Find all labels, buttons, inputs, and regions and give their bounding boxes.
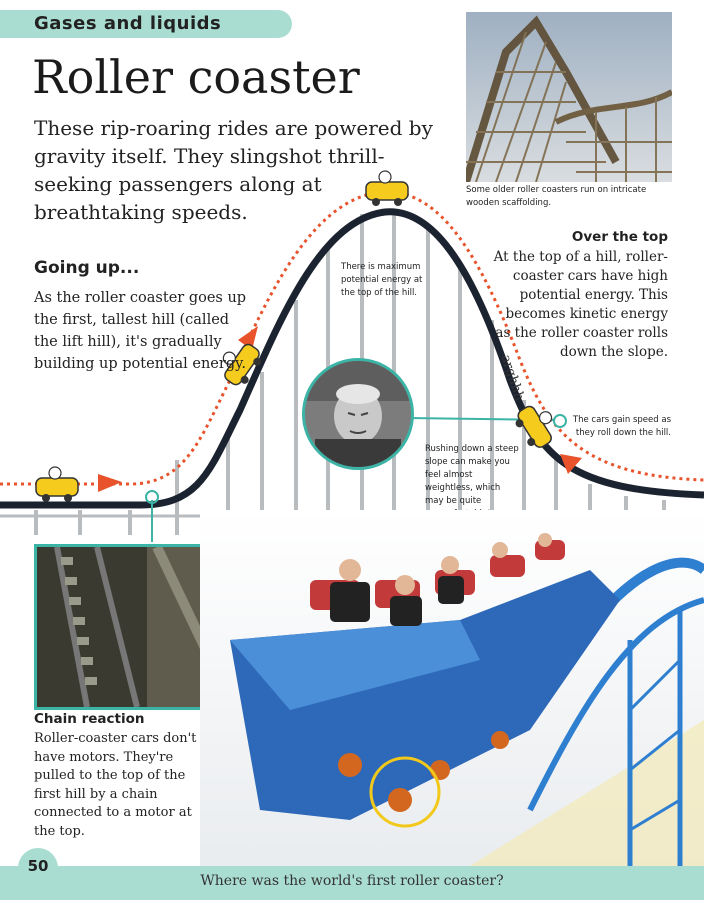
chain-reaction-text: Roller-coaster cars don't have motors. They're pulled to the top of the first hill by a chain connected to a motor at the top.: [34, 731, 197, 839]
caption-speed: The cars gain speed as they roll down the hill.: [572, 415, 671, 438]
rider-face-photo: [302, 358, 414, 470]
page-title: Roller coaster: [32, 50, 360, 104]
section-label: Gases and liquids: [34, 13, 222, 34]
chain-reaction-heading: Chain reaction: [34, 711, 145, 727]
page-number: 50: [27, 857, 49, 875]
direction-arrow-icon: [98, 474, 122, 492]
wooden-coaster-photo: [466, 12, 672, 182]
caption-rushing: Rushing down a steep slope can make you feel almost weightless, which may be quite: [425, 444, 519, 506]
caption-wooden: Some older roller coasters run on intricate wooden scaffolding.: [466, 185, 647, 208]
going-up-heading: Going up...: [34, 258, 140, 278]
scream-text: arghhh: [497, 353, 527, 403]
intro-text: These rip-roaring rides are powered by gravity itself. They slingshot thrill-seeking passengers along at breathtaking speeds.: [34, 116, 433, 224]
coaster-riders-photo: [200, 510, 704, 872]
footer-question: Where was the world's first roller coaster?: [200, 873, 504, 889]
over-the-top-text: At the top of a hill, roller-coaster cars have high potential energy. This becomes kinetic energy as the roller coaster rolls down the slope.: [493, 249, 668, 360]
chain-photo: [34, 544, 217, 710]
going-up-text: As the roller coaster goes up the first, tallest hill (called the lift hill), it's gradually building up potential energy.: [34, 290, 247, 372]
over-the-top-heading: Over the top: [571, 229, 668, 245]
caption-max-energy: There is maximum potential energy at the top of the hill.: [341, 262, 423, 298]
roller-coaster-car-icon: [36, 467, 78, 502]
